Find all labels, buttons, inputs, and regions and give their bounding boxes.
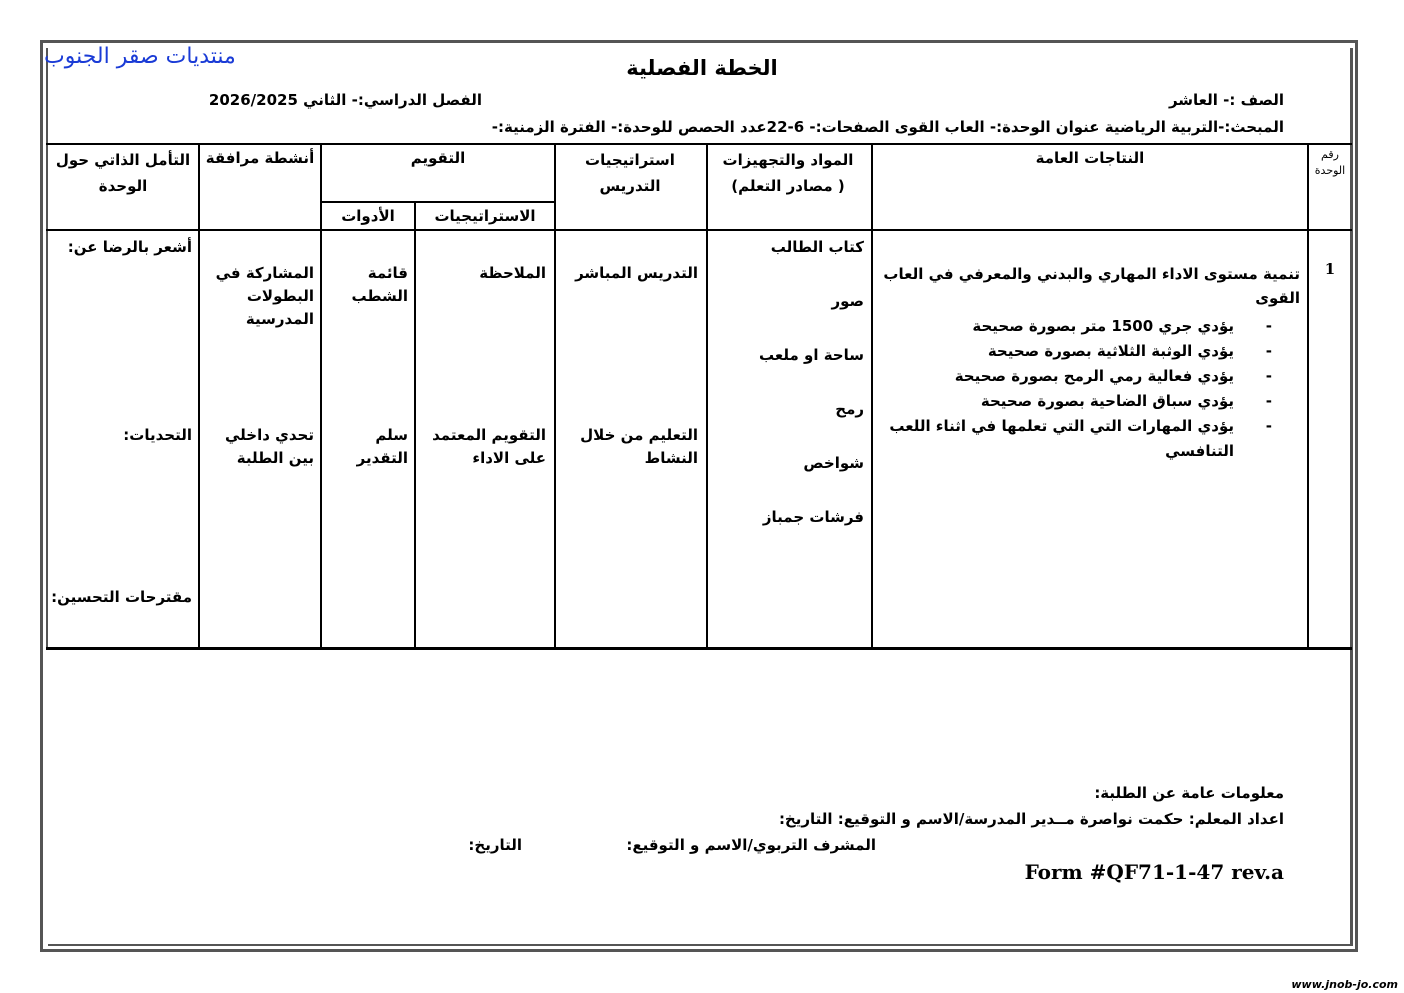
col-divider-2	[871, 143, 873, 649]
eval-tool-item: قائمة الشطب	[351, 264, 408, 305]
reflection-improvements: مقترحات التحسين:	[51, 588, 192, 606]
strategy-item: التعليم من خلال النشاط	[580, 426, 698, 467]
outcome-item: - يؤدي فعالية رمي الرمح بصورة صحيحة	[884, 364, 1272, 389]
material-item: فرشات جمباز	[762, 508, 864, 526]
col-divider-4	[554, 143, 556, 649]
outcome-list	[884, 314, 1272, 464]
material-item: كتاب الطالب	[770, 238, 864, 256]
outcome-item: - يؤدي المهارات التي التي تعلمها في اثناء اللعب التنافسي	[884, 414, 1272, 464]
activity-item: المشاركة في البطولات المدرسية	[215, 264, 314, 328]
eval-tool-item: سلم التقدير	[356, 426, 408, 467]
col-divider-7	[198, 143, 200, 649]
table-bottom-border	[46, 647, 1352, 650]
table-header-bottom	[46, 229, 1352, 231]
date-label: التاريخ:	[468, 836, 522, 854]
strategy-item: التدريس المباشر	[575, 264, 698, 282]
forum-watermark: منتديات صقر الجنوب	[44, 44, 236, 69]
grade-label: الصف :- العاشر	[1168, 91, 1284, 109]
reflection-challenges: التحديات:	[123, 426, 192, 444]
unit-number: 1	[1324, 260, 1336, 278]
eval-subheader-line	[320, 201, 556, 203]
col-divider-3	[706, 143, 708, 649]
header-activities: أنشطة مرافقة	[205, 149, 315, 167]
activity-item: تحدي داخلي بين الطلبة	[224, 426, 314, 467]
outcome-item: - يؤدي الوثبة الثلاثية بصورة صحيحة	[884, 339, 1272, 364]
col-divider-5	[414, 201, 416, 649]
eval-strategy-item: التقويم المعتمد على الاداء	[432, 426, 546, 467]
header-outcomes: النتاجات العامة	[1035, 149, 1145, 167]
outcome-item: - يؤدي سباق الضاحية بصورة صحيحة	[884, 389, 1272, 414]
header-materials: المواد والتجهيزات ( مصادر التعلم)	[722, 151, 854, 195]
form-code: Form #QF71-1-47 rev.a	[1024, 860, 1284, 884]
frame-inner-left	[46, 48, 48, 648]
header-unit-no: رقم الوحدة	[1314, 148, 1346, 177]
reflection-satisfied: أشعر بالرضا عن:	[67, 238, 192, 256]
supervisor-label: المشرف التربوي/الاسم و التوقيع:	[626, 836, 876, 854]
table-top-border	[46, 143, 1352, 145]
page-title: الخطة الفصلية	[626, 56, 778, 80]
header-eval-tools: الأدوات	[341, 207, 395, 225]
material-item: شواخص	[803, 454, 864, 472]
eval-strategy-item: الملاحظة	[479, 264, 546, 282]
material-item: ساحة او ملعب	[759, 346, 864, 364]
frame-inner-right	[1350, 48, 1353, 944]
frame-inner-bottom	[48, 944, 1353, 946]
semester-label: الفصل الدراسي:- الثاني 2026/2025	[208, 91, 482, 109]
col-divider-1	[1307, 143, 1309, 649]
material-item: صور	[831, 292, 864, 310]
outcome-main: تنمية مستوى الاداء المهاري والبدني والمعرفي في العاب القوى	[883, 265, 1300, 307]
general-info-label: معلومات عامة عن الطلبة:	[1094, 784, 1284, 802]
header-strategies: استراتيجيات التدريس	[585, 151, 675, 195]
subject-line: المبحث:-التربية الرياضية عنوان الوحدة:- العاب القوى الصفحات:- 6-22عدد الحصص للوحدة:- الفترة الزمنية:-	[491, 118, 1284, 136]
header-evaluation: التقويم	[410, 149, 466, 167]
site-url: www.jnob-jo.com	[1291, 978, 1398, 991]
header-reflection: التأمل الذاتي حول الوحدة	[55, 151, 191, 195]
material-item: رمح	[835, 400, 864, 418]
outcome-item: - يؤدي جري 1500 متر بصورة صحيحة	[884, 314, 1272, 339]
header-eval-strategies: الاستراتيجيات	[434, 207, 536, 225]
prepared-by-label: اعداد المعلم: حكمت نواصرة مــدير المدرسة/الاسم و التوقيع: التاريخ:	[778, 810, 1284, 828]
